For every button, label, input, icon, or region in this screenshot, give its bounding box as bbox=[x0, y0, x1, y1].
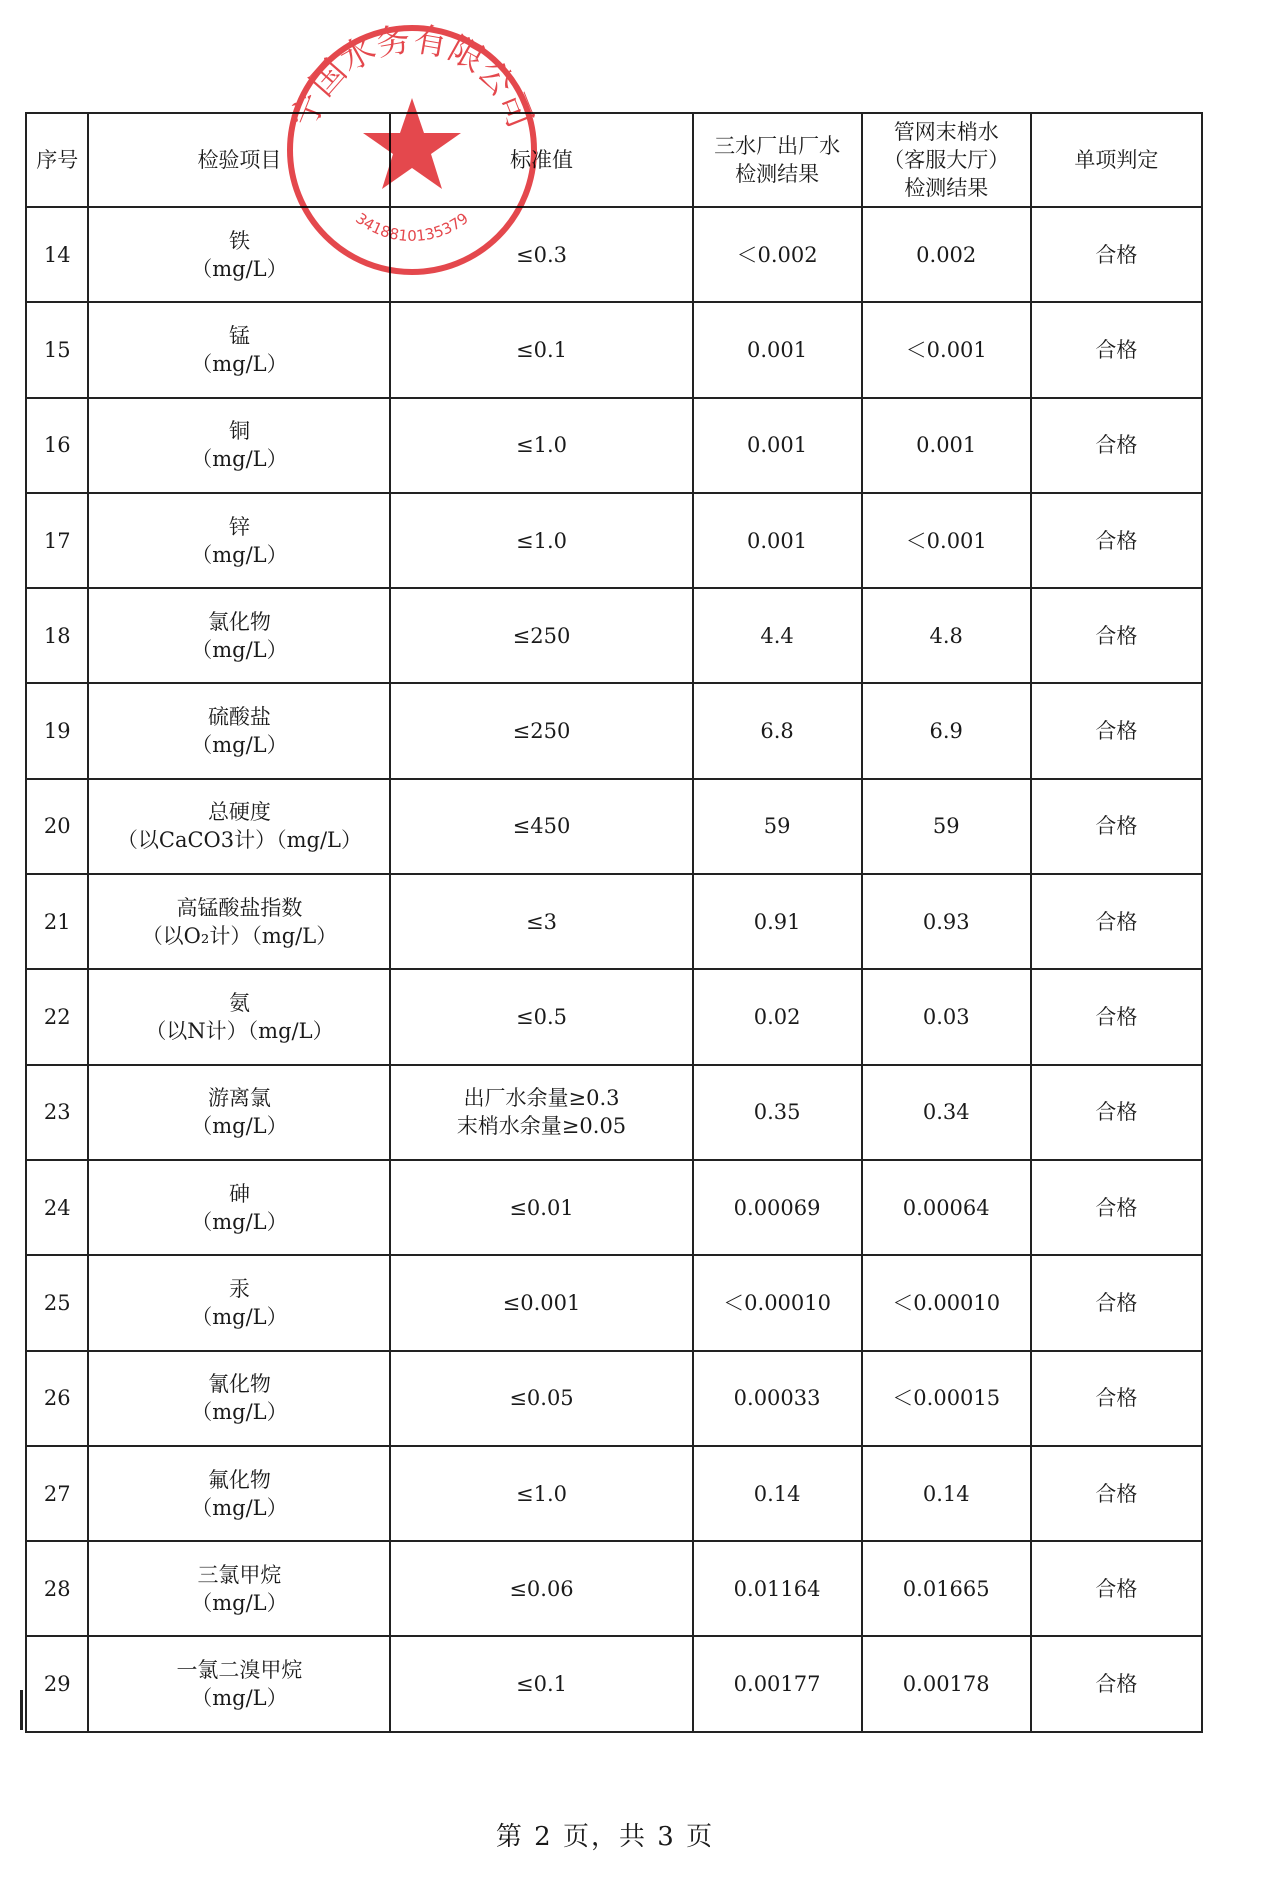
judgement: 合格 bbox=[1031, 1160, 1202, 1255]
test-item-line: （mg/L） bbox=[191, 447, 288, 472]
test-item bbox=[88, 493, 390, 588]
standard-value-line: ≤3 bbox=[526, 909, 557, 934]
judgement: 合格 bbox=[1031, 588, 1202, 683]
judgement: 合格 bbox=[1031, 1541, 1202, 1636]
standard-value-line: ≤0.01 bbox=[509, 1195, 574, 1220]
table-row bbox=[26, 874, 1202, 969]
standard-value bbox=[390, 1351, 692, 1446]
test-item-line: 氟化物 bbox=[207, 1467, 271, 1492]
test-item-line: （mg/L） bbox=[191, 1495, 288, 1520]
standard-value-line: ≤0.001 bbox=[502, 1290, 581, 1315]
header-result-network-line: 检测结果 bbox=[904, 176, 989, 200]
table-row bbox=[26, 207, 1202, 302]
page-number: 第 2 页，共 3 页 bbox=[495, 1822, 715, 1852]
test-item-line: 锰 bbox=[228, 323, 250, 348]
header-row bbox=[26, 113, 1202, 207]
row-number: 16 bbox=[26, 398, 88, 493]
table-row bbox=[26, 683, 1202, 778]
standard-value bbox=[390, 302, 692, 397]
header-no: 序号 bbox=[26, 113, 88, 207]
network-result: 0.93 bbox=[862, 874, 1031, 969]
test-item-line: 锌 bbox=[228, 514, 250, 539]
test-item-line: 总硬度 bbox=[207, 800, 271, 825]
test-item-line: （mg/L） bbox=[191, 256, 288, 281]
row-number: 29 bbox=[26, 1636, 88, 1731]
plant-result: 0.001 bbox=[693, 302, 862, 397]
standard-value bbox=[390, 1160, 692, 1255]
test-item bbox=[88, 302, 390, 397]
standard-value-line: ≤250 bbox=[512, 623, 571, 648]
row-number: 19 bbox=[26, 683, 88, 778]
judgement: 合格 bbox=[1031, 1065, 1202, 1160]
plant-result: 0.14 bbox=[693, 1446, 862, 1541]
plant-result: 0.02 bbox=[693, 969, 862, 1064]
judgement: 合格 bbox=[1031, 302, 1202, 397]
test-item-line: 一氯二溴甲烷 bbox=[176, 1658, 303, 1683]
test-item-line: 氨 bbox=[228, 991, 250, 1016]
test-item-line: （mg/L） bbox=[191, 733, 288, 758]
standard-value bbox=[390, 1636, 692, 1731]
test-item-line: （mg/L） bbox=[191, 1590, 288, 1615]
test-item-line: 硫酸盐 bbox=[207, 705, 271, 730]
plant-result: 6.8 bbox=[693, 683, 862, 778]
row-number: 27 bbox=[26, 1446, 88, 1541]
test-item bbox=[88, 398, 390, 493]
test-item-line: 汞 bbox=[228, 1276, 250, 1301]
judgement: 合格 bbox=[1031, 683, 1202, 778]
table-row bbox=[26, 779, 1202, 874]
standard-value bbox=[390, 207, 692, 302]
row-number: 14 bbox=[26, 207, 88, 302]
table-row bbox=[26, 588, 1202, 683]
standard-value-line: ≤0.5 bbox=[515, 1005, 567, 1030]
standard-value-line: ≤0.3 bbox=[515, 242, 567, 267]
network-result: 0.03 bbox=[862, 969, 1031, 1064]
test-item-line: （以O₂计）（mg/L） bbox=[141, 923, 338, 948]
table-row bbox=[26, 398, 1202, 493]
judgement: 合格 bbox=[1031, 874, 1202, 969]
plant-result: 0.001 bbox=[693, 398, 862, 493]
network-result: 0.34 bbox=[862, 1065, 1031, 1160]
test-item bbox=[88, 1541, 390, 1636]
standard-value bbox=[390, 493, 692, 588]
test-item bbox=[88, 1160, 390, 1255]
header-result-network bbox=[862, 113, 1031, 207]
test-item-line: 氰化物 bbox=[207, 1372, 271, 1397]
standard-value-line: ≤1.0 bbox=[515, 433, 567, 458]
judgement: 合格 bbox=[1031, 398, 1202, 493]
network-result: 59 bbox=[862, 779, 1031, 874]
plant-result: 0.35 bbox=[693, 1065, 862, 1160]
seal-text: 宁国水务有限公司 bbox=[284, 20, 540, 134]
table-row bbox=[26, 1255, 1202, 1350]
network-result: 0.01665 bbox=[862, 1541, 1031, 1636]
judgement: 合格 bbox=[1031, 207, 1202, 302]
row-number: 21 bbox=[26, 874, 88, 969]
table-row bbox=[26, 1160, 1202, 1255]
header-result-network-line: （客服大厅） bbox=[883, 148, 1010, 172]
test-item bbox=[88, 1065, 390, 1160]
test-item-line: 铁 bbox=[228, 228, 250, 253]
standard-value bbox=[390, 683, 692, 778]
network-result: 0.00178 bbox=[862, 1636, 1031, 1731]
table-header bbox=[26, 113, 1202, 207]
table-row bbox=[26, 1636, 1202, 1731]
standard-value-line: ≤250 bbox=[512, 719, 571, 744]
standard-value bbox=[390, 874, 692, 969]
judgement: 合格 bbox=[1031, 969, 1202, 1064]
standard-value-line: 出厂水余量≥0.3 bbox=[463, 1086, 620, 1111]
table-row bbox=[26, 1541, 1202, 1636]
standard-value-line: ≤0.1 bbox=[515, 337, 567, 362]
test-item bbox=[88, 779, 390, 874]
test-item-line: （以CaCO3计）（mg/L） bbox=[116, 828, 362, 853]
header-result-network-line: 管网末梢水 bbox=[893, 120, 999, 144]
test-item-line: 游离氯 bbox=[207, 1086, 271, 1111]
plant-result: 0.01164 bbox=[693, 1541, 862, 1636]
test-item-line: （mg/L） bbox=[191, 1304, 288, 1329]
standard-value bbox=[390, 1541, 692, 1636]
test-item bbox=[88, 874, 390, 969]
network-result: ＜0.00015 bbox=[862, 1351, 1031, 1446]
header-judgement: 单项判定 bbox=[1031, 113, 1202, 207]
table-row bbox=[26, 1351, 1202, 1446]
standard-value-line: ≤0.1 bbox=[515, 1672, 567, 1697]
table-body bbox=[26, 207, 1202, 1732]
judgement: 合格 bbox=[1031, 1636, 1202, 1731]
test-item bbox=[88, 1636, 390, 1731]
network-result: 0.001 bbox=[862, 398, 1031, 493]
standard-value bbox=[390, 1446, 692, 1541]
standard-value-line: ≤1.0 bbox=[515, 1481, 567, 1506]
test-item bbox=[88, 683, 390, 778]
header-result-plant-line: 检测结果 bbox=[735, 162, 820, 186]
judgement: 合格 bbox=[1031, 1446, 1202, 1541]
test-item-line: 氯化物 bbox=[207, 609, 271, 634]
standard-value bbox=[390, 1255, 692, 1350]
header-item: 检验项目 bbox=[88, 113, 390, 207]
water-quality-table bbox=[25, 112, 1203, 1733]
row-number: 22 bbox=[26, 969, 88, 1064]
test-item-line: 高锰酸盐指数 bbox=[176, 895, 303, 920]
standard-value bbox=[390, 398, 692, 493]
header-result-plant bbox=[693, 113, 862, 207]
network-result: 4.8 bbox=[862, 588, 1031, 683]
plant-result: 0.00177 bbox=[693, 1636, 862, 1731]
table-row bbox=[26, 1446, 1202, 1541]
network-result: 0.002 bbox=[862, 207, 1031, 302]
standard-value bbox=[390, 588, 692, 683]
test-item-line: 三氯甲烷 bbox=[197, 1562, 282, 1587]
standard-value-line: ≤1.0 bbox=[515, 528, 567, 553]
table-row bbox=[26, 1065, 1202, 1160]
test-item-line: 砷 bbox=[228, 1181, 250, 1206]
standard-value bbox=[390, 1065, 692, 1160]
network-result: ＜0.001 bbox=[862, 493, 1031, 588]
header-standard: 标准值 bbox=[390, 113, 692, 207]
test-item-line: （mg/L） bbox=[191, 1114, 288, 1139]
network-result: 6.9 bbox=[862, 683, 1031, 778]
test-item-line: （mg/L） bbox=[191, 542, 288, 567]
row-number: 25 bbox=[26, 1255, 88, 1350]
test-item-line: （mg/L） bbox=[191, 1209, 288, 1234]
plant-result: ＜0.002 bbox=[693, 207, 862, 302]
plant-result: 0.00033 bbox=[693, 1351, 862, 1446]
test-item bbox=[88, 207, 390, 302]
judgement: 合格 bbox=[1031, 779, 1202, 874]
row-number: 15 bbox=[26, 302, 88, 397]
standard-value-line: 末梢水余量≥0.05 bbox=[456, 1114, 627, 1139]
standard-value bbox=[390, 779, 692, 874]
standard-value-line: ≤450 bbox=[512, 814, 571, 839]
network-result: ＜0.00010 bbox=[862, 1255, 1031, 1350]
judgement: 合格 bbox=[1031, 1351, 1202, 1446]
table-row bbox=[26, 302, 1202, 397]
row-number: 17 bbox=[26, 493, 88, 588]
plant-result: 0.91 bbox=[693, 874, 862, 969]
test-item bbox=[88, 588, 390, 683]
row-number: 23 bbox=[26, 1065, 88, 1160]
test-item-line: （mg/L） bbox=[191, 1400, 288, 1425]
network-result: ＜0.001 bbox=[862, 302, 1031, 397]
table-row bbox=[26, 493, 1202, 588]
scan-edge-mark bbox=[20, 1690, 23, 1730]
plant-result: 4.4 bbox=[693, 588, 862, 683]
test-item-line: （mg/L） bbox=[191, 1686, 288, 1711]
header-result-plant-line: 三水厂出厂水 bbox=[714, 134, 841, 158]
test-item bbox=[88, 1255, 390, 1350]
test-item bbox=[88, 969, 390, 1064]
test-item bbox=[88, 1351, 390, 1446]
row-number: 20 bbox=[26, 779, 88, 874]
plant-result: 59 bbox=[693, 779, 862, 874]
plant-result: 0.00069 bbox=[693, 1160, 862, 1255]
row-number: 28 bbox=[26, 1541, 88, 1636]
judgement: 合格 bbox=[1031, 1255, 1202, 1350]
row-number: 24 bbox=[26, 1160, 88, 1255]
table-row bbox=[26, 969, 1202, 1064]
row-number: 26 bbox=[26, 1351, 88, 1446]
test-item-line: （mg/L） bbox=[191, 637, 288, 662]
plant-result: ＜0.00010 bbox=[693, 1255, 862, 1350]
judgement: 合格 bbox=[1031, 493, 1202, 588]
row-number: 18 bbox=[26, 588, 88, 683]
test-item-line: （以N计）（mg/L） bbox=[145, 1019, 334, 1044]
seal-number: 3418810135379 bbox=[352, 209, 472, 246]
test-item-line: （mg/L） bbox=[191, 351, 288, 376]
standard-value bbox=[390, 969, 692, 1064]
plant-result: 0.001 bbox=[693, 493, 862, 588]
test-item bbox=[88, 1446, 390, 1541]
test-item-line: 铜 bbox=[228, 419, 250, 444]
standard-value-line: ≤0.05 bbox=[509, 1386, 574, 1411]
network-result: 0.14 bbox=[862, 1446, 1031, 1541]
standard-value-line: ≤0.06 bbox=[509, 1576, 574, 1601]
network-result: 0.00064 bbox=[862, 1160, 1031, 1255]
